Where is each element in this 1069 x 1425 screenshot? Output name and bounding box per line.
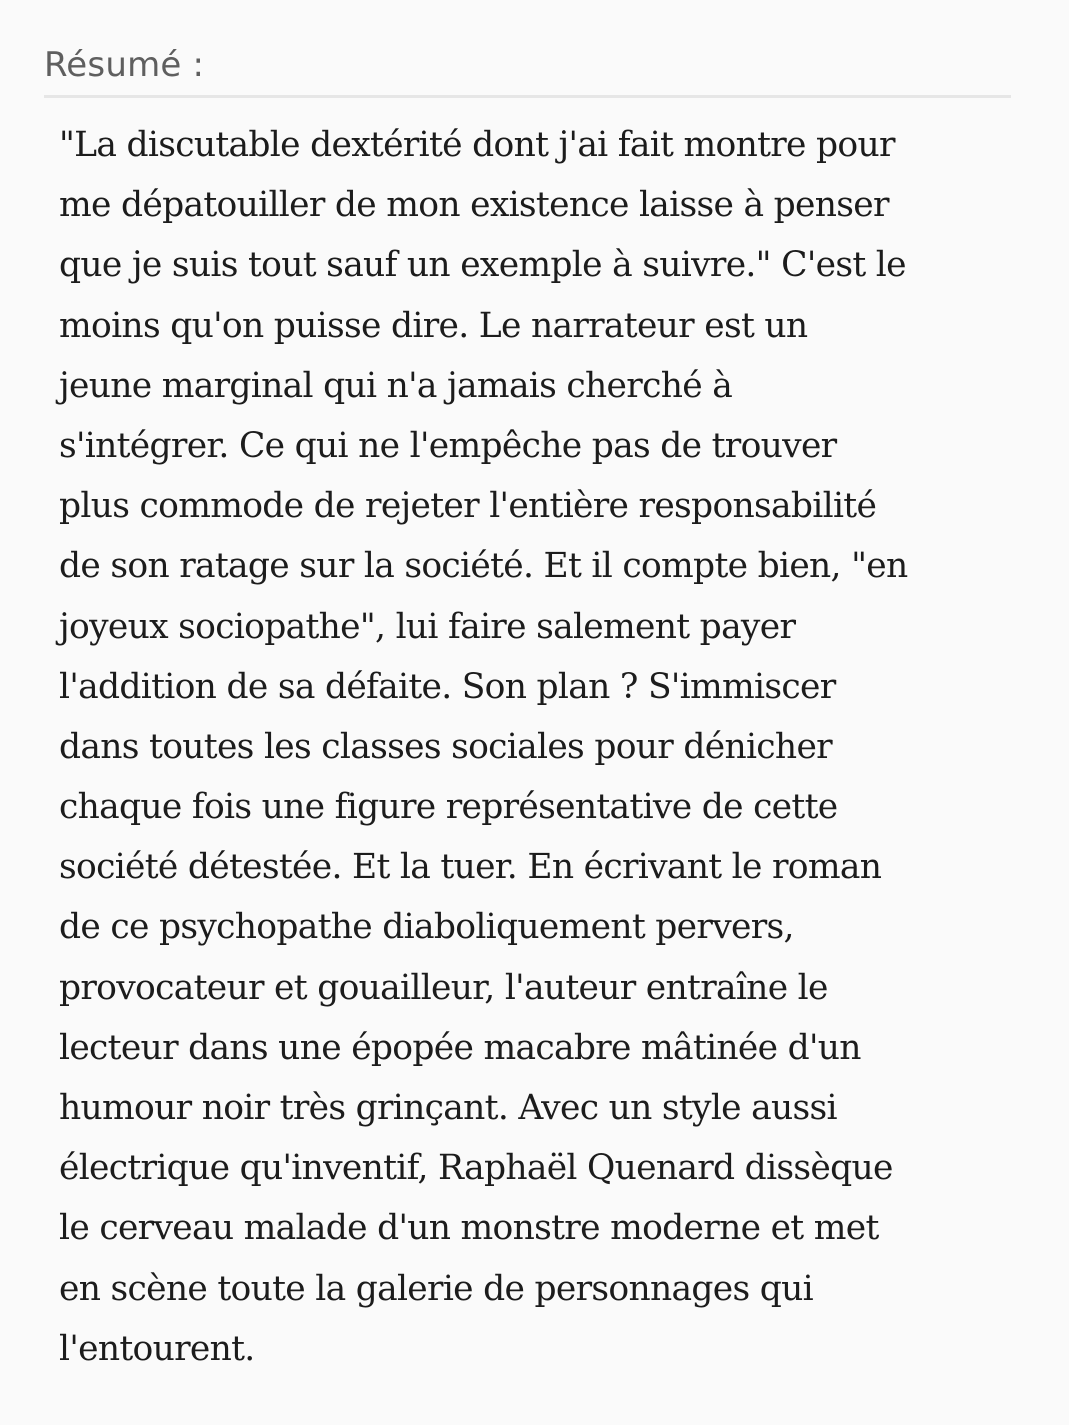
summary-line: chaque fois une figure représentative de cette bbox=[59, 787, 838, 828]
summary-line: moins qu'on puisse dire. Le narrateur est un bbox=[59, 305, 808, 346]
summary-line: "La discutable dextérité dont j'ai fait montre pour bbox=[59, 125, 895, 165]
summary-header bbox=[44, 42, 1011, 98]
summary-line: humour noir très grinçant. Avec un style aussi bbox=[59, 1088, 837, 1128]
summary-line: de son ratage sur la société. Et il compte bien, "en bbox=[59, 546, 908, 587]
summary-line: électrique qu'inventif, Raphaël Quenard dissèque bbox=[59, 1148, 893, 1189]
summary-line: s'intégrer. Ce qui ne l'empêche pas de trouver bbox=[59, 425, 837, 466]
summary-line: dans toutes les classes sociales pour dénicher bbox=[59, 726, 832, 767]
summary-line: lecteur dans une épopée macabre mâtinée d'un bbox=[59, 1027, 861, 1068]
summary-text bbox=[59, 115, 999, 1379]
summary-line: société détestée. Et la tuer. En écrivant le roman bbox=[59, 847, 882, 888]
summary-line: jeune marginal qui n'a jamais cherché à bbox=[59, 365, 733, 406]
summary-line: en scène toute la galerie de personnages qui bbox=[59, 1268, 813, 1309]
summary-heading: Résumé : bbox=[44, 45, 205, 85]
summary-line: le cerveau malade d'un monstre moderne et met bbox=[59, 1208, 879, 1249]
summary-line: l'addition de sa défaite. Son plan ? S'immiscer bbox=[59, 666, 836, 707]
summary-line: plus commode de rejeter l'entière responsabilité bbox=[59, 486, 877, 527]
summary-line: provocateur et gouailleur, l'auteur entraîne le bbox=[59, 967, 828, 1008]
summary-line: que je suis tout sauf un exemple à suivre." C'est le bbox=[59, 245, 906, 286]
summary-line: me dépatouiller de mon existence laisse à penser bbox=[59, 185, 889, 226]
summary-line: de ce psychopathe diaboliquement pervers, bbox=[59, 907, 794, 948]
summary-line: joyeux sociopathe", lui faire salement payer bbox=[59, 606, 796, 647]
summary-line: l'entourent. bbox=[59, 1328, 255, 1369]
